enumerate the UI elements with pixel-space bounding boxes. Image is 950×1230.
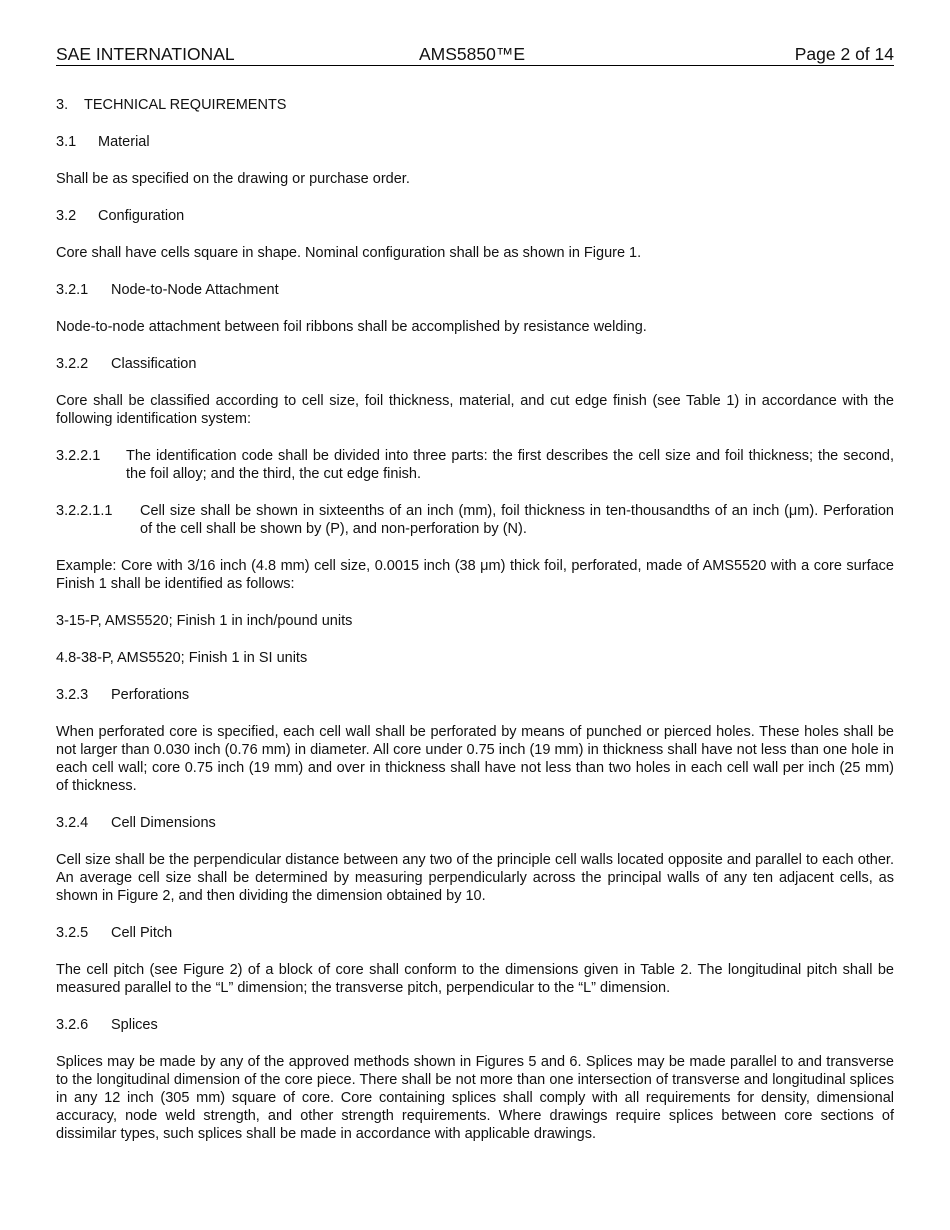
- header-org: SAE INTERNATIONAL: [56, 44, 235, 64]
- section-title: Material: [98, 134, 150, 150]
- section-number: 3.2.4: [56, 815, 89, 831]
- section-number: 3.2: [56, 208, 77, 224]
- section-heading-3-2-6: [56, 1016, 894, 1034]
- section-heading-3-2: [56, 207, 894, 225]
- section-paragraph-3-2-3: When perforated core is specified, each cell wall shall be perforated by means of punched or pierced holes. These holes shall be not larger than 0.030 inch (0.76 mm) in diameter. All core under 0.75 inch (19 mm) in thickness shall have not less than one hole in each cell wall; core 0.75 inch (19 mm) and over in thickness shall have not less than two holes in each cell wall per inch (25 mm) of thickness.: [56, 724, 894, 794]
- example-paragraph: Example: Core with 3/16 inch (4.8 mm) cell size, 0.0015 inch (38 μm) thick foil, perforated, made of AMS5520 with a core surface Finish 1 shall be identified as follows:: [56, 558, 894, 592]
- example-code-si: 4.8-38-P, AMS5520; Finish 1 in SI units: [56, 650, 308, 666]
- section-number: 3.2.2.1.1: [56, 503, 113, 519]
- section-title: Classification: [111, 356, 197, 372]
- section-number: 3.2.6: [56, 1017, 89, 1033]
- page-header: [56, 43, 894, 66]
- section-title: Cell Pitch: [111, 925, 173, 941]
- section-paragraph-3-2-1: Node-to-node attachment between foil ribbons shall be accomplished by resistance welding.: [56, 319, 647, 335]
- section-title: TECHNICAL REQUIREMENTS: [84, 97, 287, 113]
- section-paragraph-3-2: Core shall have cells square in shape. Nominal configuration shall be as shown in Figure 1.: [56, 245, 642, 261]
- section-title: Splices: [111, 1017, 158, 1033]
- section-heading-3-2-3: [56, 686, 894, 704]
- section-title: Cell Dimensions: [111, 815, 216, 831]
- section-number: 3.2.2.1: [56, 448, 101, 464]
- section-paragraph-3-2-2: Core shall be classified according to cell size, foil thickness, material, and cut edge finish (see Table 1) in accordance with the following identification system:: [56, 393, 894, 427]
- section-heading-3: [56, 96, 894, 114]
- section-item-3-2-2-1-1: [56, 502, 894, 538]
- section-item-text: Cell size shall be shown in sixteenths of an inch (mm), foil thickness in ten-thousandths of an inch (μm). Perforation of the cell shall be shown by (P), and non-perforation by (N).: [140, 503, 894, 537]
- section-paragraph-3-2-4: Cell size shall be the perpendicular distance between any two of the principle cell walls located opposite and parallel to each other. An average cell size shall be determined by measuring perpendicularly across the principal walls of any ten adjacent cells, as shown in Figure 2, and then dividing the dimension obtained by 10.: [56, 852, 894, 904]
- header-page-number: Page 2 of 14: [794, 44, 894, 64]
- section-item-3-2-2-1: [56, 447, 894, 483]
- section-heading-3-1: [56, 133, 894, 151]
- section-title: Configuration: [98, 208, 185, 224]
- section-paragraph-3-2-5: The cell pitch (see Figure 2) of a block of core shall conform to the dimensions given in Table 2. The longitudinal pitch shall be measured parallel to the “L” dimension; the transverse pitch, perpendicular to the “L” dimension.: [56, 962, 894, 996]
- section-heading-3-2-4: [56, 814, 894, 832]
- header-doc-id: AMS5850™E: [419, 44, 526, 64]
- section-paragraph-3-2-6: Splices may be made by any of the approved methods shown in Figures 5 and 6. Splices may be made parallel to and transverse to the longitudinal dimension of the core piece. There shall be not more than one intersection of transverse and longitudinal splices in any 12 inch (305 mm) square of core. Core containing splices shall comply with all requirements for density, dimensional accuracy, node weld strength, and other strength requirements. Where drawings require splices between core sections of dissimilar types, such splices shall be made in accordance with applicable drawings.: [56, 1054, 894, 1142]
- section-heading-3-2-5: [56, 924, 894, 942]
- document-body: [56, 96, 894, 1143]
- section-item-text: The identification code shall be divided into three parts: the first describes the cell size and foil thickness; the second, the foil alloy; and the third, the cut edge finish.: [126, 448, 894, 482]
- section-paragraph-3-1: Shall be as specified on the drawing or purchase order.: [56, 171, 410, 187]
- section-heading-3-2-2: [56, 355, 894, 373]
- section-title: Perforations: [111, 687, 190, 703]
- section-number: 3.: [56, 97, 69, 113]
- section-number: 3.2.2: [56, 356, 89, 372]
- section-title: Node-to-Node Attachment: [111, 282, 279, 298]
- section-number: 3.2.3: [56, 687, 89, 703]
- section-number: 3.2.5: [56, 925, 89, 941]
- section-number: 3.1: [56, 134, 77, 150]
- example-code-inch: 3-15-P, AMS5520; Finish 1 in inch/pound units: [56, 613, 353, 629]
- section-number: 3.2.1: [56, 282, 89, 298]
- section-heading-3-2-1: [56, 281, 894, 299]
